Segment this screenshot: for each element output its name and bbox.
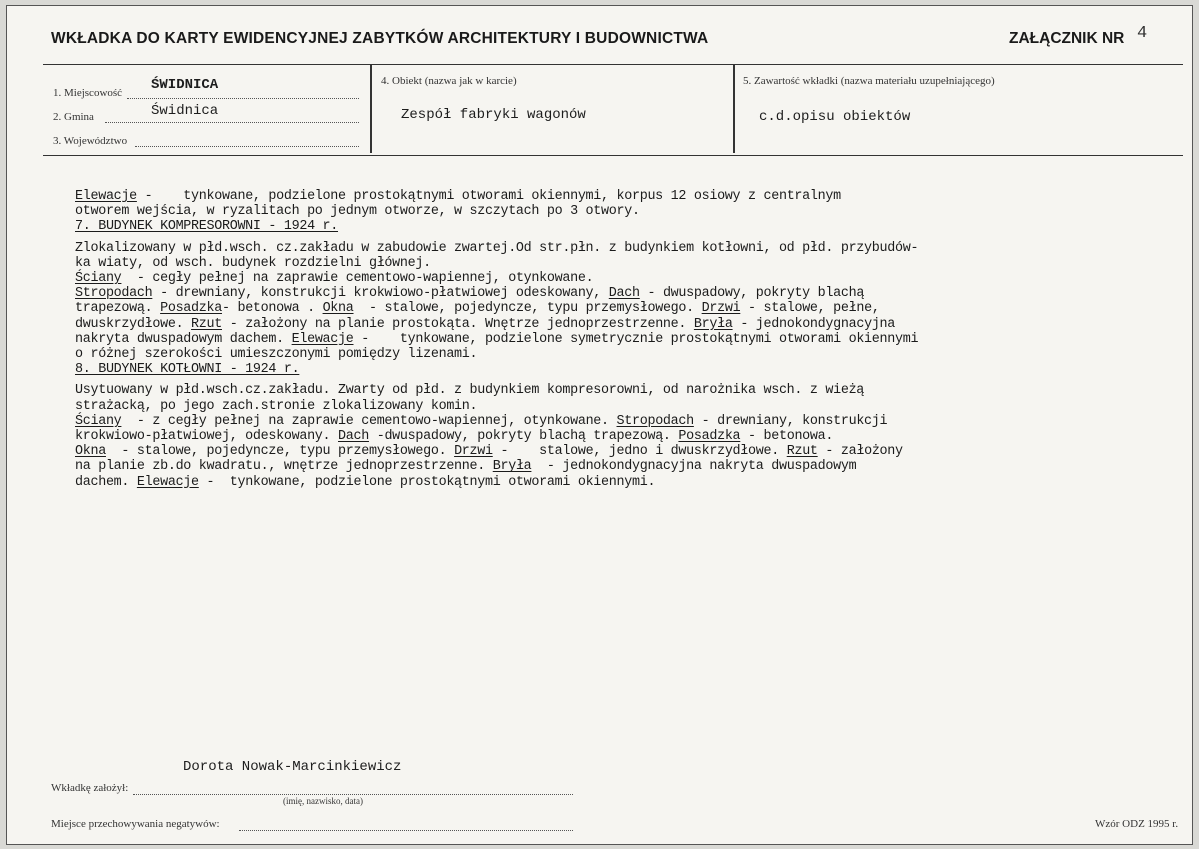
header-fields-box: [43, 64, 1183, 156]
text-line: [75, 459, 1185, 474]
text: - tynkowane, podzielone prostokątnymi otworami okiennymi, korpus 12 osiowy z centralnym: [136, 189, 841, 204]
term-posadzka: Posadzka: [678, 429, 741, 445]
text: - stalowe, pełne,: [740, 301, 880, 317]
text: - betonowa .: [221, 301, 323, 317]
author-hint: (imię, nazwisko, data): [283, 796, 363, 806]
term-sciany: Ściany: [75, 413, 122, 429]
text: na planie zb.do kwadratu., wnętrze jednoprzestrzenne.: [75, 459, 493, 475]
text-line: o różnej szerokości umieszczonymi pomiędzy lizenami.: [75, 347, 478, 363]
text-line: [75, 444, 1185, 459]
dotted-line: [127, 97, 359, 99]
dotted-line: [133, 793, 573, 795]
text-line: [75, 429, 1185, 444]
text-line: otworem wejścia, w ryzalitach po jednym otworze, w szczytach po 3 otwory.: [75, 204, 640, 220]
term-posadzka: Posadzka: [160, 301, 222, 317]
term-drzwi: Drzwi: [701, 301, 741, 317]
section-7-heading: 7. BUDYNEK KOMPRESOROWNI - 1924 r.: [75, 219, 339, 235]
field-label-wojewodztwo: 3. Województwo: [53, 135, 128, 147]
form-version: Wzór ODZ 1995 r.: [1095, 818, 1179, 830]
author-label: Wkładkę założył:: [51, 782, 129, 794]
term-stropodach: Stropodach: [616, 413, 694, 429]
text: dachem.: [75, 474, 137, 490]
text-line: [75, 414, 1185, 429]
field-label-zawartosc: 5. Zawartość wkładki (nazwa materiału uzupełniającego): [743, 75, 995, 87]
section-heading: [75, 362, 1185, 377]
term-okna: Okna: [322, 301, 354, 317]
term-dach: Dach: [338, 429, 369, 445]
author-name: Dorota Nowak-Marcinkiewicz: [183, 759, 402, 775]
text: -dwuspadowy, pokryty blachą trapezową.: [368, 429, 679, 445]
field-label-miejscowosc: 1. Miejscowość: [53, 87, 123, 99]
text: - jednokondygnacyjna: [732, 316, 896, 332]
text: - tynkowane, podzielone symetrycznie prostokątnymi otworami okiennymi: [353, 331, 919, 347]
term-bryla: Bryła: [693, 316, 733, 332]
term-dach: Dach: [608, 286, 640, 302]
text-line: Usytuowany w płd.wsch.cz.zakładu. Zwarty od płd. z budynkiem kompresorowni, od narożnika wsch. z wieżą: [75, 383, 865, 399]
text: - jednokondygnacyjna nakryta dwuspadowym: [531, 459, 857, 475]
dotted-line: [105, 121, 359, 123]
text: dwuskrzydłowe.: [75, 316, 192, 332]
text-line: Zlokalizowany w płd.wsch. cz.zakładu w zabudowie zwartej.Od str.płn. z budynkiem kotłowni, od płd. przybudów-: [75, 240, 919, 256]
term-okna: Okna: [75, 444, 106, 460]
text: - stalowe, pojedyncze, typu przemysłowego.: [353, 301, 702, 317]
term-drzwi: Drzwi: [454, 444, 493, 460]
term-elewacje: Elewacje: [291, 331, 354, 347]
text: krokwiowo-płatwiowej, odeskowany.: [75, 429, 339, 445]
text-line: [75, 332, 1185, 347]
form-title: WKŁADKA DO KARTY EWIDENCYJNEJ ZABYTKÓW ARCHITEKTURY I BUDOWNICTWA: [51, 30, 709, 47]
negatives-label: Miejsce przechowywania negatywów:: [51, 818, 220, 830]
text-line: [75, 271, 1185, 286]
text: - cegły pełnej na zaprawie cementowo-wapiennej, otynkowane.: [121, 271, 594, 287]
text: - betonowa.: [740, 429, 834, 445]
text: nakryta dwuspadowym dachem.: [75, 331, 292, 347]
term-sciany: Ściany: [75, 271, 122, 287]
text-line: [75, 286, 1185, 301]
term-elewacje: Elewacje: [136, 474, 199, 490]
text-line: ka wiaty, od wsch. budynek rozdzielni głównej.: [75, 255, 431, 271]
divider: [733, 65, 735, 153]
text: - drewniany, konstrukcji: [693, 413, 888, 429]
field-value-gmina: Świdnica: [151, 103, 219, 119]
dotted-line: [239, 829, 573, 831]
section-8-heading: 8. BUDYNEK KOTŁOWNI - 1924 r.: [75, 362, 300, 378]
attachment-label: ZAŁĄCZNIK NR: [1009, 30, 1125, 47]
term-rzut: Rzut: [191, 316, 222, 332]
text: - dwuspadowy, pokryty blachą: [639, 286, 865, 302]
text: - stalowe, pojedyncze, typu przemysłowego.: [105, 444, 455, 460]
dotted-line: [135, 145, 359, 147]
text: - założony: [817, 444, 903, 460]
text-line: strażacką, po jego zach.stronie zlokalizowany komin.: [75, 398, 478, 414]
text: - tynkowane, podzielone prostokątnymi otworami okiennymi.: [198, 474, 656, 490]
divider: [370, 65, 372, 153]
term-bryla: Bryła: [492, 459, 532, 475]
text-line: [75, 301, 1185, 316]
text: - stalowe, jedno i dwuskrzydłowe.: [492, 444, 787, 460]
field-value-zawartosc: c.d.opisu obiektów: [759, 109, 911, 125]
field-value-miejscowosc: ŚWIDNICA: [151, 77, 219, 93]
text: - drewniany, konstrukcji krokwiowo-płatwiowej odeskowany,: [152, 286, 609, 302]
term-rzut: Rzut: [786, 444, 818, 460]
text: trapezową.: [75, 301, 161, 317]
text-line: [75, 317, 1185, 332]
term-stropodach: Stropodach: [75, 286, 153, 302]
attachment-number: 4: [1137, 24, 1148, 43]
section-heading: [75, 219, 1185, 234]
term-elewacje: Elewacje: [75, 189, 137, 204]
form-sheet: [6, 5, 1193, 845]
text-line: [75, 475, 1185, 490]
text: - założony na planie prostokąta. Wnętrze jednoprzestrzenne.: [222, 316, 694, 332]
text: - z cegły pełnej na zaprawie cementowo-wapiennej, otynkowane.: [121, 413, 617, 429]
text-line: [75, 189, 1185, 204]
typed-description: [75, 189, 1185, 490]
field-value-obiekt: Zespół fabryki wagonów: [401, 107, 586, 123]
field-label-gmina: 2. Gmina: [53, 111, 94, 123]
field-label-obiekt: 4. Obiekt (nazwa jak w karcie): [381, 75, 517, 87]
